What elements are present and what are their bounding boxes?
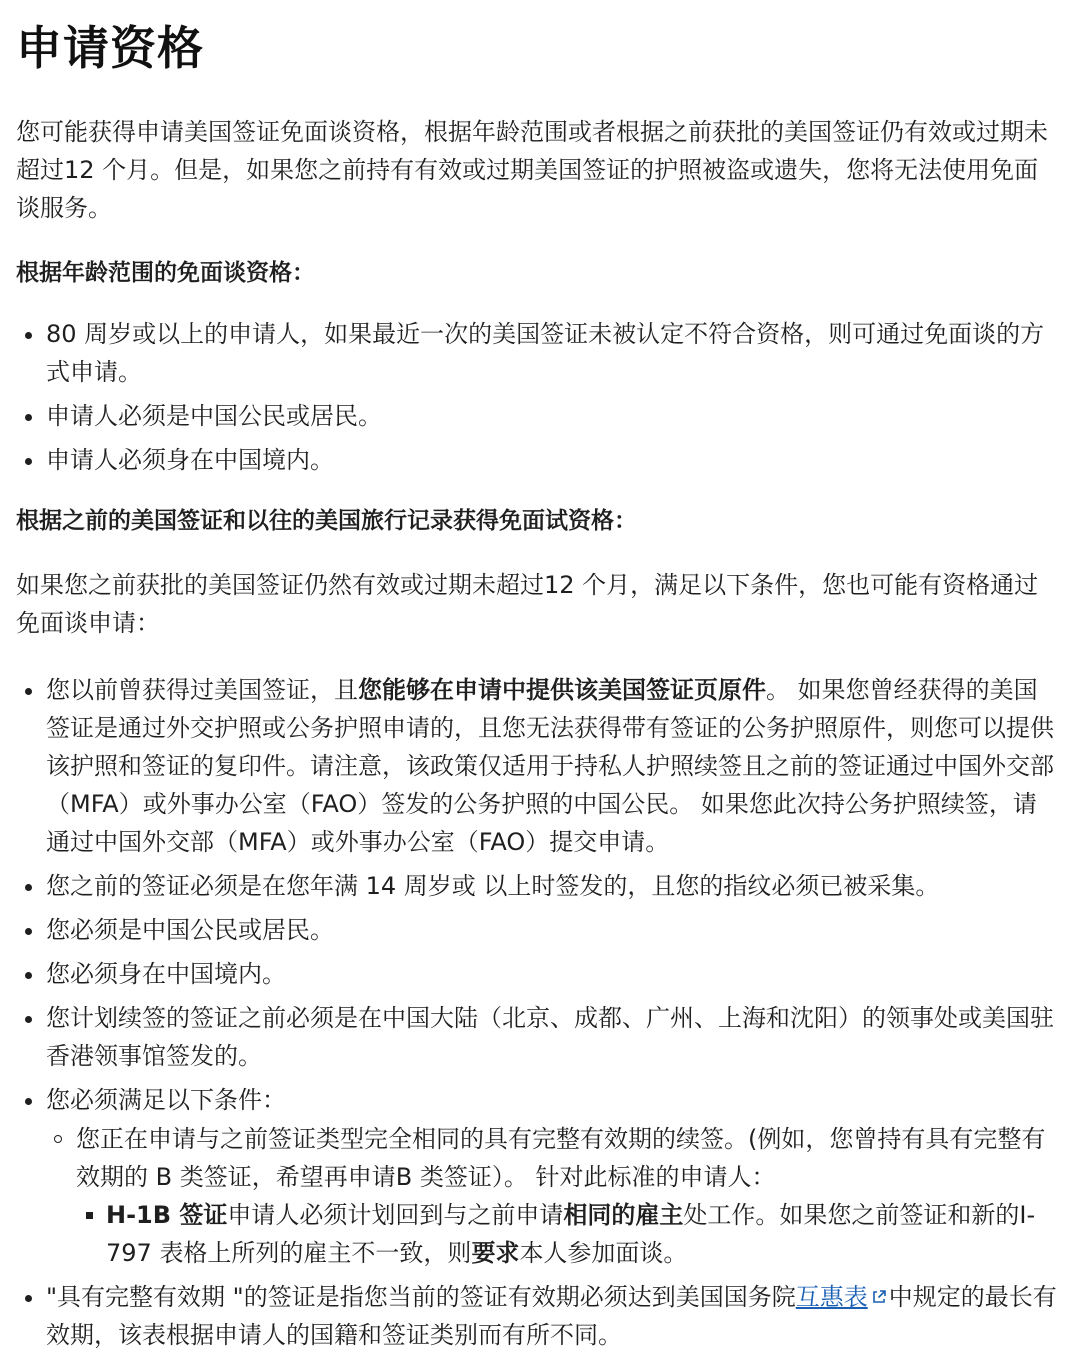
- item-text: 您必须是中国公民或居民。: [46, 916, 334, 944]
- list-item: [16, 1278, 1058, 1354]
- bullet-icon: [25, 1098, 32, 1105]
- external-link-icon[interactable]: [871, 1289, 887, 1305]
- item-text: 申请人必须计划回到与之前申请: [227, 1201, 564, 1229]
- list-item: [16, 671, 1058, 861]
- page-title: 申请资格: [16, 21, 204, 75]
- bullet-icon: [25, 884, 32, 891]
- list-item-text: 80 周岁或以上的申请人，如果最近一次的美国签证未被认定不符合资格，则可通过免面谈的方式申请。: [46, 320, 1045, 386]
- intro-paragraph: 您可能获得申请美国签证免面谈资格，根据年龄范围或者根据之前获批的美国签证仍有效或过期未超过12 个月。但是，如果您之前持有有效或过期美国签证的护照被盗或遗失，您将无法使用免面谈服务。: [16, 118, 1048, 222]
- bullet-icon: [25, 928, 32, 935]
- bullet-icon: [25, 414, 32, 421]
- list-item: [16, 911, 1058, 949]
- item-text: 本人参加面谈。: [519, 1239, 688, 1267]
- item-text: 您计划续签的签证之前必须是在中国大陆（北京、成都、广州、上海和沈阳）的领事处或美国驻香港领事馆签发的。: [46, 1004, 1054, 1070]
- item-text: 您必须满足以下条件：: [46, 1086, 286, 1114]
- item-text: 您必须身在中国境内。: [46, 960, 286, 988]
- sub-list: [46, 1120, 1058, 1272]
- item-bold-text: 相同的雇主: [563, 1201, 684, 1229]
- sub-sub-list: [76, 1196, 1058, 1272]
- bullet-icon: [25, 688, 32, 695]
- bullet-icon: [25, 332, 32, 339]
- item-text: 处工作。如果您之前签证和新的I-797 表格上所列的雇主不一致，则: [106, 1201, 1036, 1267]
- list-item-text: 申请人必须身在中国境内。: [46, 446, 334, 474]
- item-text: 。 如果您曾经获得的美国签证是通过外交护照或公务护照申请的，且您无法获得带有签证的公务护照原件，则您可以提供该护照和签证的复印件。请注意，该政策仅适用于持私人护照续签且之前的签证通过中国外交部（MFA）或外事办公室（FAO）签发的公务护照的中国公民。 如果您此次持公务护照续签，请通过中国外交部（MFA）或外事办公室（FAO）提交申请。: [46, 676, 1054, 856]
- list-item: [16, 315, 1058, 391]
- age-criteria-list: [16, 315, 1058, 479]
- list-item: [16, 441, 1058, 479]
- prev-visa-section-heading: 根据之前的美国签证和以往的美国旅行记录获得免面试资格：: [16, 508, 637, 534]
- square-bullet-icon: [86, 1212, 93, 1219]
- prev-visa-criteria-list: [16, 671, 1058, 1354]
- reciprocity-table-link[interactable]: 互惠表: [795, 1283, 868, 1311]
- list-item: [16, 867, 1058, 905]
- age-section-heading: 根据年龄范围的免面谈资格：: [16, 260, 315, 286]
- list-item: [16, 397, 1058, 435]
- circle-bullet-icon: [54, 1135, 62, 1143]
- sub-list-item: [46, 1120, 1058, 1272]
- item-text: 您之前的签证必须是在您年满 14 周岁或 以上时签发的，且您的指纹必须已被采集。: [46, 872, 940, 900]
- list-item: [16, 955, 1058, 993]
- item-bold-text: H-1B 签证: [106, 1201, 228, 1229]
- item-bold-text: 您能够在申请中提供该美国签证页原件: [358, 676, 766, 704]
- sub-item-text: 您正在申请与之前签证类型完全相同的具有完整有效期的续签。(例如，您曾持有具有完整有效期的 B 类签证，希望再申请B 类签证）。 针对此标准的申请人：: [76, 1125, 1046, 1191]
- bullet-icon: [25, 1016, 32, 1023]
- bullet-icon: [25, 1295, 32, 1302]
- bullet-icon: [25, 972, 32, 979]
- list-item: [16, 999, 1058, 1075]
- list-item: [16, 1081, 1058, 1272]
- bullet-icon: [25, 458, 32, 465]
- list-item-text: 申请人必须是中国公民或居民。: [46, 402, 382, 430]
- item-text: 您以前曾获得过美国签证，且: [46, 676, 358, 704]
- prev-visa-intro: 如果您之前获批的美国签证仍然有效或过期未超过12 个月，满足以下条件，您也可能有资格通过免面谈申请：: [16, 571, 1039, 637]
- item-text: "具有完整有效期 "的签证是指您当前的签证有效期必须达到美国国务院: [46, 1283, 796, 1311]
- item-text: 中规定的最长有效期，该表根据申请人的国籍和签证类别而有所不同。: [46, 1283, 1057, 1349]
- sub-sub-list-item: [76, 1196, 1058, 1272]
- item-bold-text: 要求: [471, 1239, 520, 1267]
